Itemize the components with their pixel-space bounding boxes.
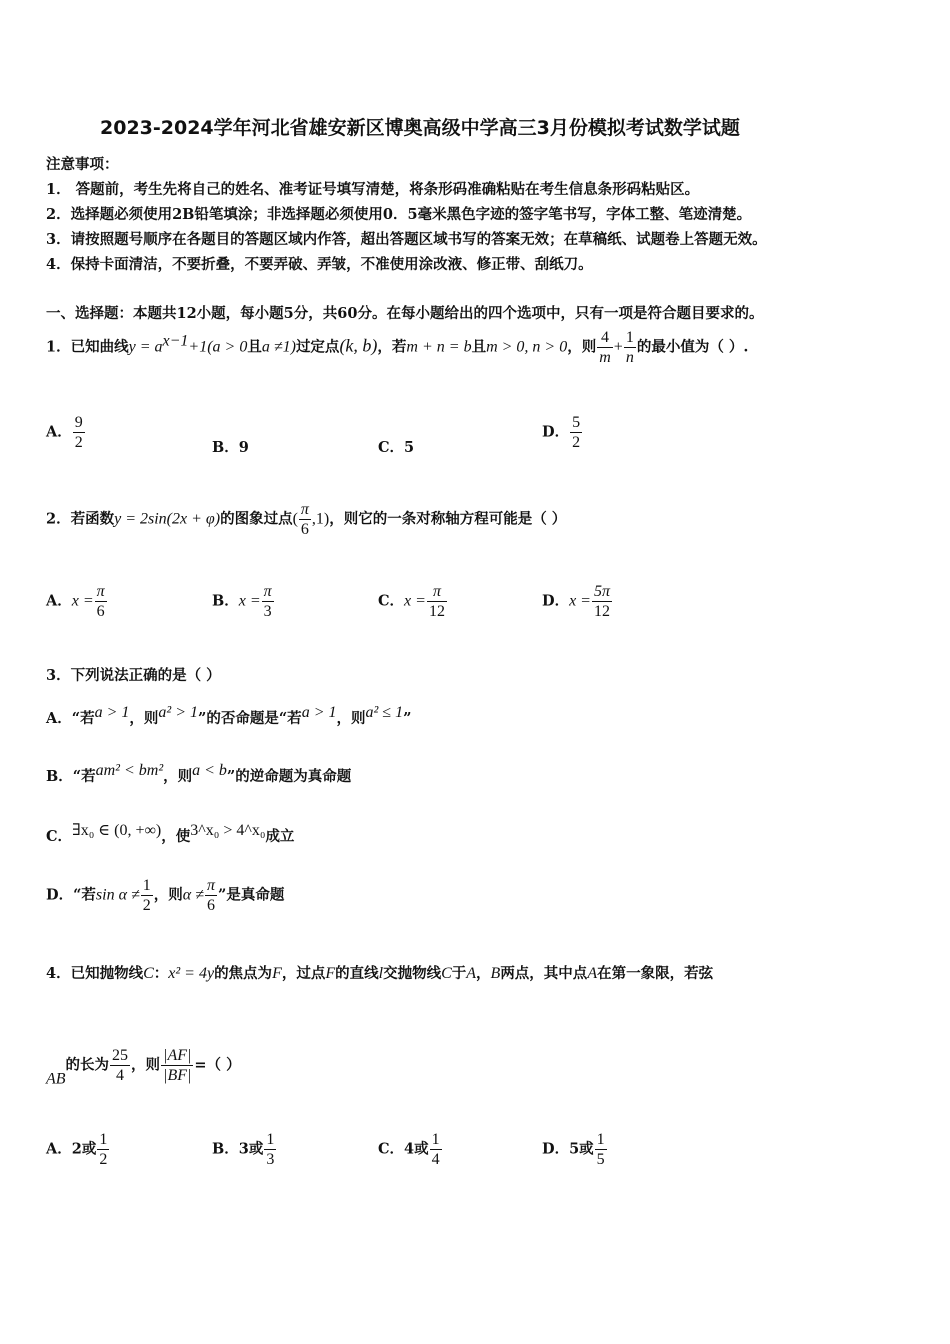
q1-option-b[interactable] <box>212 436 249 457</box>
option-math: x = <box>238 592 261 610</box>
q4-math: AB <box>46 1070 66 1088</box>
option-text: ”是真命题 <box>217 886 285 904</box>
option-math: x = <box>404 592 426 610</box>
option-fraction: $\frac{1}{3}$ <box>266 1131 275 1168</box>
option-text: ” <box>403 710 412 727</box>
q2-fraction: $\frac{\pi}{6}$ <box>300 501 309 538</box>
option-text: 成立 <box>265 828 295 845</box>
question-2 <box>46 500 566 539</box>
q4-text: ，则 <box>131 1056 161 1074</box>
question-1 <box>46 328 748 367</box>
q2-math: ( <box>292 510 298 528</box>
option-fraction: $\frac{1}{2}$ <box>99 1131 108 1168</box>
q4-math: l <box>378 965 384 982</box>
page-title: 2023-2024学年河北省雄安新区博奥高级中学高三3月份模拟考试数学试题 <box>100 117 740 139</box>
q4-math: C <box>441 965 452 982</box>
q3-option-c[interactable] <box>46 820 294 846</box>
section-heading: 一、选择题：本题共12小题，每小题5分，共60分。在每小题给出的四个选项中，只有一项是符合题目要求的。 <box>46 305 764 322</box>
question-4 <box>46 962 713 983</box>
q1-math: (k, b) <box>339 335 378 356</box>
q4-text: ，过点 <box>281 965 326 982</box>
q4-option-d[interactable] <box>542 1130 608 1169</box>
option-math: a > 1 <box>301 704 337 721</box>
option-math: x = <box>71 592 94 610</box>
option-label: A． <box>46 710 72 727</box>
q4-text: 的焦点为 <box>214 965 273 982</box>
notice-item-1: 1． 答题前，考生先将自己的姓名、准考证号填写清楚，将条形码准确粘贴在考生信息条形码粘贴区。 <box>46 181 700 198</box>
q4-text: 的长为 <box>65 1056 110 1074</box>
option-math: α ≠ <box>182 886 204 904</box>
q4-math: A <box>466 965 477 982</box>
q4-text: 于 <box>451 965 467 982</box>
option-text: ”的逆命题为真命题 <box>226 768 352 785</box>
q4-math: x² = 4y <box>168 965 215 982</box>
q4-text: 在第一象限，若弦 <box>597 965 714 982</box>
q1-text: 且 <box>471 338 487 356</box>
option-label: B． <box>46 768 73 785</box>
q4-math: F <box>272 965 282 982</box>
option-label: D． <box>46 886 74 904</box>
option-text: ，则 <box>163 768 193 785</box>
option-fraction: $\frac{1}{5}$ <box>596 1131 605 1168</box>
option-text: 2或 <box>71 1140 97 1158</box>
q1-math: +1(a > 0 <box>188 338 248 356</box>
q4-option-c[interactable] <box>378 1130 443 1169</box>
notice-item-3: 3．请按照题号顺序在各题目的答题区域内作答，超出答题区域书写的答案无效；在草稿纸、试题卷上答题无效。 <box>46 231 767 248</box>
option-label: B． <box>212 1140 239 1158</box>
option-value: 5 <box>404 439 415 456</box>
q1-fraction: $\frac{1}{n}$ <box>625 329 634 366</box>
q4-text: 交抛物线 <box>383 965 442 982</box>
q4-math: C <box>143 965 154 982</box>
option-fraction: $\frac{\pi}{3}$ <box>263 583 272 620</box>
q4-text: 的直线 <box>335 965 379 982</box>
notice-item-2: 2．选择题必须使用2B铅笔填涂；非选择题必须使用0．5毫米黑色字迹的签字笔书写，字体工整、笔迹清楚。 <box>46 206 752 223</box>
option-fraction: $\frac{1}{2}$ <box>142 877 151 914</box>
q1-text: 的最小值为（ ）. <box>636 338 749 356</box>
option-label: B． <box>212 439 239 456</box>
q4-fraction: $\frac{25}{4}$ <box>112 1047 129 1084</box>
option-label: C． <box>378 439 405 456</box>
option-math: am² < bm² <box>95 762 164 779</box>
q4-math: B <box>490 965 501 982</box>
q1-text: 1．已知曲线 <box>46 338 129 356</box>
q1-math: m > 0, n > 0 <box>486 338 568 356</box>
option-fraction: $\frac{\pi}{6}$ <box>206 877 215 914</box>
option-text: 3或 <box>238 1140 264 1158</box>
q2-text: ，则它的一条对称轴方程可能是（ ） <box>329 510 567 528</box>
option-fraction: $\frac{5}{2}$ <box>572 414 581 451</box>
q2-text: 的图象过点 <box>220 510 293 528</box>
option-fraction: $\frac{1}{4}$ <box>431 1131 440 1168</box>
notice-item-4: 4．保持卡面清洁，不要折叠，不要弄破、弄皱，不准使用涂改液、修正带、刮纸刀。 <box>46 256 593 273</box>
option-label: A． <box>46 1140 72 1158</box>
option-text: “若 <box>72 768 96 785</box>
option-label: D． <box>542 1140 570 1158</box>
q1-math: a ≠1) <box>261 338 296 356</box>
q1-math: + <box>613 338 623 356</box>
option-label: D． <box>542 423 570 441</box>
option-text: ，则 <box>153 886 183 904</box>
option-math: a² > 1 <box>158 704 198 721</box>
q2-text: 2．若函数 <box>46 510 115 528</box>
option-math: x = <box>569 592 591 610</box>
option-text: “若 <box>73 886 96 904</box>
option-label: C． <box>46 828 73 845</box>
q4-fraction: $\frac{|AF|}{|BF|}$ <box>163 1047 192 1084</box>
notice-heading: 注意事项： <box>46 156 119 173</box>
q1-math: x−1 <box>162 332 189 350</box>
option-math: ∃x₀ ∈ (0, +∞) <box>72 822 162 839</box>
q3-option-b[interactable] <box>46 762 351 786</box>
q4-text: 两点，其中点 <box>500 965 588 982</box>
option-label: A． <box>46 423 72 441</box>
option-value: 9 <box>238 439 249 456</box>
option-label: D． <box>542 592 570 610</box>
q4-option-b[interactable] <box>212 1130 277 1169</box>
option-fraction: $\frac{5\pi}{12}$ <box>593 583 610 620</box>
q4-text: 4．已知抛物线 <box>46 965 144 982</box>
q4-option-a[interactable] <box>46 1130 110 1169</box>
q2-option-d[interactable] <box>542 582 613 621</box>
option-text: “若 <box>71 710 95 727</box>
q2-option-a[interactable] <box>46 582 108 621</box>
q4-text: =（ ） <box>194 1056 241 1074</box>
q1-math: y = a <box>128 338 163 356</box>
option-text: ，则 <box>336 710 366 727</box>
option-text: ”的否命题是“若 <box>198 710 302 727</box>
question-4-cont <box>46 1046 241 1089</box>
q1-option-a[interactable] <box>46 413 86 452</box>
option-fraction: $\frac{9}{2}$ <box>74 414 83 451</box>
q2-option-c[interactable] <box>378 582 448 621</box>
option-math: sin α ≠ <box>95 886 140 904</box>
option-math: a < b <box>192 762 227 779</box>
option-text: 4或 <box>404 1140 429 1158</box>
question-3: 3．下列说法正确的是（ ） <box>46 667 221 684</box>
q1-option-c[interactable] <box>378 436 414 457</box>
option-label: C． <box>378 592 405 610</box>
option-text: ，使 <box>161 828 191 845</box>
option-label: B． <box>212 592 239 610</box>
option-text: 5或 <box>569 1140 594 1158</box>
option-label: C． <box>378 1140 405 1158</box>
q4-text: ， <box>476 965 491 982</box>
q1-option-d[interactable] <box>542 413 583 452</box>
q1-text: ，则 <box>567 338 597 356</box>
option-math: 3^x₀ > 4^x₀ <box>190 822 266 839</box>
q1-text: 过定点 <box>295 338 340 356</box>
q1-fraction: $\frac{4}{m}$ <box>599 329 611 366</box>
q4-math: A <box>587 965 598 982</box>
q2-math: y = 2sin(2x + φ) <box>114 510 221 528</box>
q1-text: ，若 <box>377 338 407 356</box>
q3-option-d[interactable] <box>46 876 284 915</box>
q4-math: F <box>325 965 336 982</box>
q1-math: m + n = b <box>406 338 472 356</box>
q2-option-b[interactable] <box>212 582 275 621</box>
option-text: ，则 <box>129 710 159 727</box>
option-math: a² ≤ 1 <box>365 704 404 721</box>
q1-text: 且 <box>247 338 262 356</box>
q3-option-a[interactable] <box>46 704 411 728</box>
option-label: A． <box>46 592 72 610</box>
q2-math: ,1) <box>311 510 330 528</box>
option-fraction: $\frac{\pi}{12}$ <box>428 583 445 620</box>
q4-text: ： <box>153 965 169 982</box>
option-fraction: $\frac{\pi}{6}$ <box>96 583 105 620</box>
option-math: a > 1 <box>94 704 130 721</box>
